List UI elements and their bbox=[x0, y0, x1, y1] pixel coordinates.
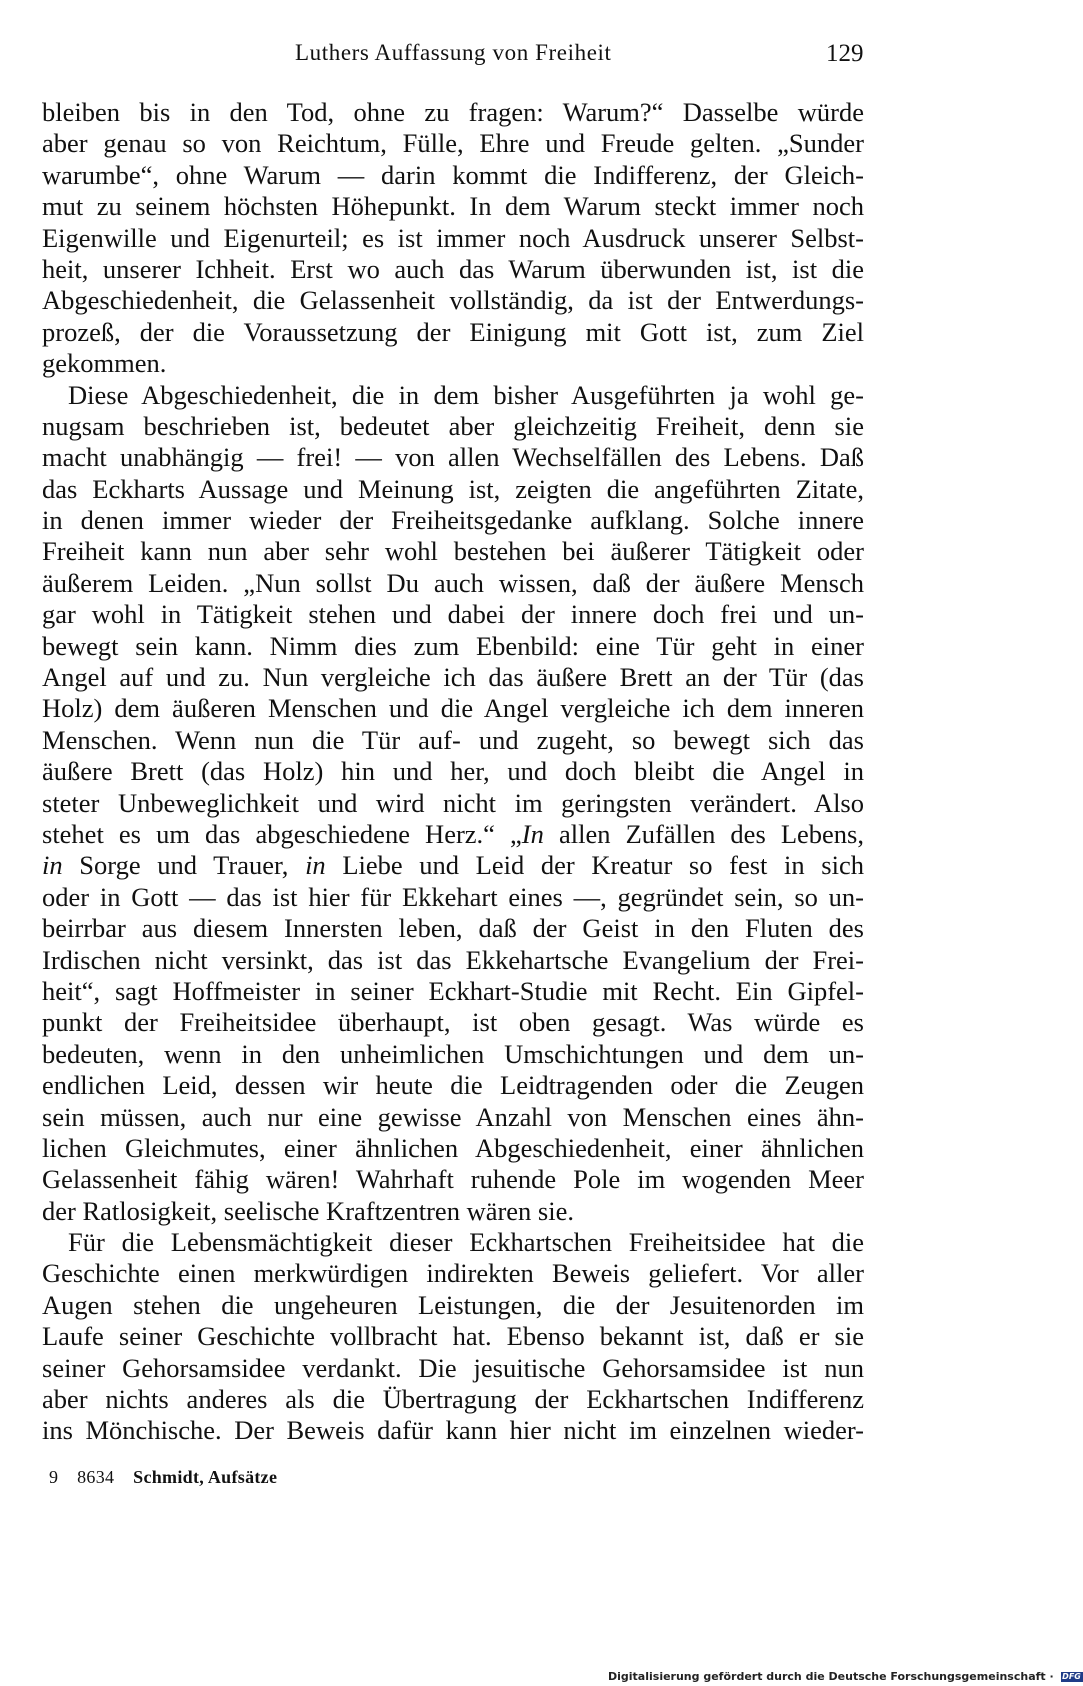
sheet-number: 9 bbox=[49, 1467, 59, 1487]
text-line: Irdischen nicht versinkt, das ist das Ekkehartsche Evangelium der Frei- bbox=[42, 944, 864, 975]
text-line: steter Unbeweglichkeit und wird nicht im geringsten verändert. Also bbox=[42, 787, 864, 818]
short-title: Schmidt, Aufsätze bbox=[133, 1467, 278, 1487]
text-line: bewegt sein kann. Nimm dies zum Ebenbild: eine Tür geht in einer bbox=[42, 630, 864, 661]
text-line: sein müssen, auch nur eine gewisse Anzahl von Menschen eines ähn- bbox=[42, 1101, 864, 1132]
text-line: gekommen. bbox=[42, 348, 167, 379]
text-line: heit“, sagt Hoffmeister in seiner Eckhart-Studie mit Recht. Ein Gipfel- bbox=[42, 975, 864, 1006]
text-line: mut zu seinem höchsten Höhepunkt. In dem Warum steckt immer noch bbox=[42, 191, 864, 222]
text-line: Holz) dem äußeren Menschen und die Angel vergleiche ich dem inneren bbox=[42, 693, 864, 724]
text-line: ins Mönchische. Der Beweis dafür kann hier nicht im einzelnen wieder- bbox=[42, 1415, 864, 1446]
text-line: beirrbar aus diesem Innersten leben, daß der Geist in den Fluten des bbox=[42, 913, 864, 944]
text-line: seiner Gehorsamsidee verdankt. Die jesuitische Gehorsamsidee ist nun bbox=[42, 1352, 864, 1383]
running-head bbox=[0, 40, 1000, 74]
text-line: Geschichte einen merkwürdigen indirekten Beweis geliefert. Vor aller bbox=[42, 1258, 864, 1289]
text-line: Für die Lebensmächtigkeit dieser Eckhartschen Freiheitsidee hat die bbox=[68, 1227, 864, 1258]
text-line: Gelassenheit fähig wären! Wahrhaft ruhende Pole im wogenden Meer bbox=[42, 1164, 864, 1195]
text-line: Angel auf und zu. Nun vergleiche ich das äußere Brett an der Tür (das bbox=[42, 662, 864, 693]
body-text bbox=[42, 97, 864, 1447]
text-line: lichen Gleichmutes, einer ähnlichen Abgeschiedenheit, einer ähnlichen bbox=[42, 1132, 864, 1163]
text-line: bedeuten, wenn in den unheimlichen Umschichtungen und dem un- bbox=[42, 1038, 864, 1069]
text-line: endlichen Leid, dessen wir heute die Leidtragenden oder die Zeugen bbox=[42, 1070, 864, 1101]
emphasis: In bbox=[521, 818, 544, 849]
text-line: heit, unserer Ichheit. Erst wo auch das Warum überwunden ist, ist die bbox=[42, 253, 864, 284]
emphasis: in bbox=[42, 850, 63, 881]
text-line: warumbe“, ohne Warum — darin kommt die Indifferenz, der Gleich- bbox=[42, 159, 864, 190]
text-line: aber nichts anderes als die Übertragung der Eckhartschen Indifferenz bbox=[42, 1384, 864, 1415]
text-line: Menschen. Wenn nun die Tür auf- und zugeht, so bewegt sich das bbox=[42, 724, 864, 755]
text-line: der Ratlosigkeit, seelische Kraftzentren wären sie. bbox=[42, 1195, 574, 1226]
text-line: Augen stehen die ungeheuren Leistungen, die der Jesuitenorden im bbox=[42, 1289, 864, 1320]
text-line: das Eckharts Aussage und Meinung ist, zeigten die angeführten Zitate, bbox=[42, 473, 864, 504]
funding-note-text: Digitalisierung gefördert durch die Deutsche Forschungsgemeinschaft · bbox=[608, 1670, 1054, 1683]
dfg-logo: DFG bbox=[1062, 1672, 1081, 1681]
signature-line bbox=[49, 1467, 291, 1488]
text-line: aber genau so von Reichtum, Fülle, Ehre und Freude gelten. „Sunder bbox=[42, 128, 864, 159]
job-number: 8634 bbox=[77, 1467, 115, 1487]
text-line: Freiheit kann nun aber sehr wohl bestehen bei äußerer Tätigkeit oder bbox=[42, 536, 864, 567]
text-line: Diese Abgeschiedenheit, die in dem bisher Ausgeführten ja wohl ge- bbox=[68, 379, 864, 410]
funding-note bbox=[608, 1670, 1083, 1683]
text-line: nugsam beschrieben ist, bedeutet aber gleichzeitig Freiheit, denn sie bbox=[42, 410, 864, 441]
text-line: äußere Brett (das Holz) hin und her, und doch bleibt die Angel in bbox=[42, 756, 864, 787]
text-line: gar wohl in Tätigkeit stehen und dabei der innere doch frei und un- bbox=[42, 599, 864, 630]
text-line: stehet es um das abgeschiedene Herz.“ „In allen Zufällen des Lebens, bbox=[42, 818, 864, 849]
text-line: macht unabhängig — frei! — von allen Wechselfällen des Lebens. Daß bbox=[42, 442, 864, 473]
running-title: Luthers Auffassung von Freiheit bbox=[295, 40, 612, 65]
text-line: in denen immer wieder der Freiheitsgedanke aufklang. Solche innere bbox=[42, 505, 864, 536]
text-line: äußerem Leiden. „Nun sollst Du auch wissen, daß der äußere Mensch bbox=[42, 567, 864, 598]
text-line: Eigenwille und Eigenurteil; es ist immer noch Ausdruck unserer Selbst- bbox=[42, 222, 864, 253]
text-line: in Sorge und Trauer, in Liebe und Leid der Kreatur so fest in sich bbox=[42, 850, 864, 881]
text-line: bleiben bis in den Tod, ohne zu fragen: Warum?“ Dasselbe würde bbox=[42, 97, 864, 127]
emphasis: in bbox=[305, 850, 326, 881]
text-line: oder in Gott — das ist hier für Ekkehart eines —, gegründet sein, so un- bbox=[42, 881, 864, 912]
text-line: Abgeschiedenheit, die Gelassenheit vollständig, da ist der Entwerdungs- bbox=[42, 285, 864, 316]
page-number: 129 bbox=[826, 40, 864, 67]
text-line: punkt der Freiheitsidee überhaupt, ist oben gesagt. Was würde es bbox=[42, 1007, 864, 1038]
text-line: prozeß, der die Voraussetzung der Einigung mit Gott ist, zum Ziel bbox=[42, 316, 864, 347]
text-line: Laufe seiner Geschichte vollbracht hat. Ebenso bekannt ist, daß er sie bbox=[42, 1321, 864, 1352]
